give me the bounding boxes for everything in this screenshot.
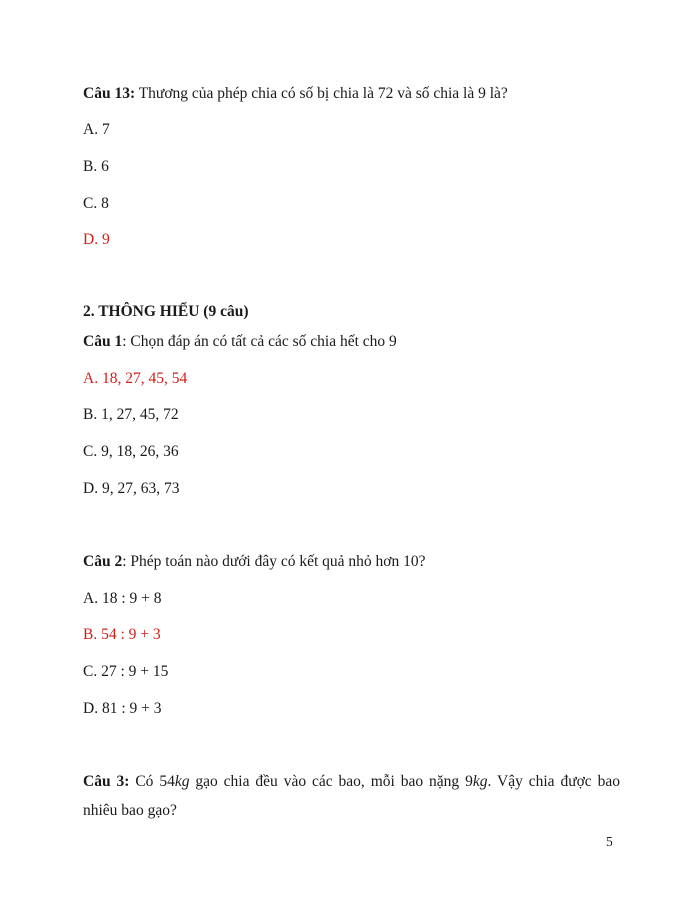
option-d: D. 81 : 9 + 3 xyxy=(83,700,162,717)
option-c: C. 27 : 9 + 15 xyxy=(83,663,169,680)
question-text-part: Có 54 xyxy=(129,773,175,790)
question-2 xyxy=(83,552,426,572)
option-a-correct: A. 18, 27, 45, 54 xyxy=(83,370,188,387)
question-label: Câu 1 xyxy=(83,333,123,350)
option-a: A. 7 xyxy=(83,121,110,138)
question-13 xyxy=(83,84,508,104)
option-d: D. 9, 27, 63, 73 xyxy=(83,480,180,497)
question-text: Thương của phép chia có số bị chia là 72 và số chia là 9 là? xyxy=(135,85,508,102)
unit-kg: kg xyxy=(472,773,488,790)
question-text: : Phép toán nào dưới đây có kết quả nhỏ hơn 10? xyxy=(122,553,426,570)
question-3-continued: nhiêu bao gạo? xyxy=(83,802,177,819)
question-label: Câu 2 xyxy=(83,553,123,570)
option-d-correct: D. 9 xyxy=(83,231,110,248)
question-text-part: gạo chia đều vào các bao, mỗi bao nặng 9 xyxy=(189,773,473,790)
question-3 xyxy=(83,772,620,792)
option-b-correct: B. 54 : 9 + 3 xyxy=(83,626,161,643)
question-text-part: . Vậy chia được bao xyxy=(487,773,620,790)
option-b: B. 6 xyxy=(83,158,109,175)
option-b: B. 1, 27, 45, 72 xyxy=(83,406,179,423)
question-label: Câu 13: xyxy=(83,85,136,102)
section-heading: 2. THÔNG HIỂU (9 câu) xyxy=(83,303,249,320)
question-1 xyxy=(83,332,397,352)
question-text: : Chọn đáp án có tất cả các số chia hết cho 9 xyxy=(122,333,397,350)
unit-kg: kg xyxy=(174,773,190,790)
option-c: C. 9, 18, 26, 36 xyxy=(83,443,179,460)
option-a: A. 18 : 9 + 8 xyxy=(83,590,162,607)
option-c: C. 8 xyxy=(83,195,109,212)
page-number: 5 xyxy=(606,834,613,849)
question-label: Câu 3: xyxy=(83,773,130,790)
